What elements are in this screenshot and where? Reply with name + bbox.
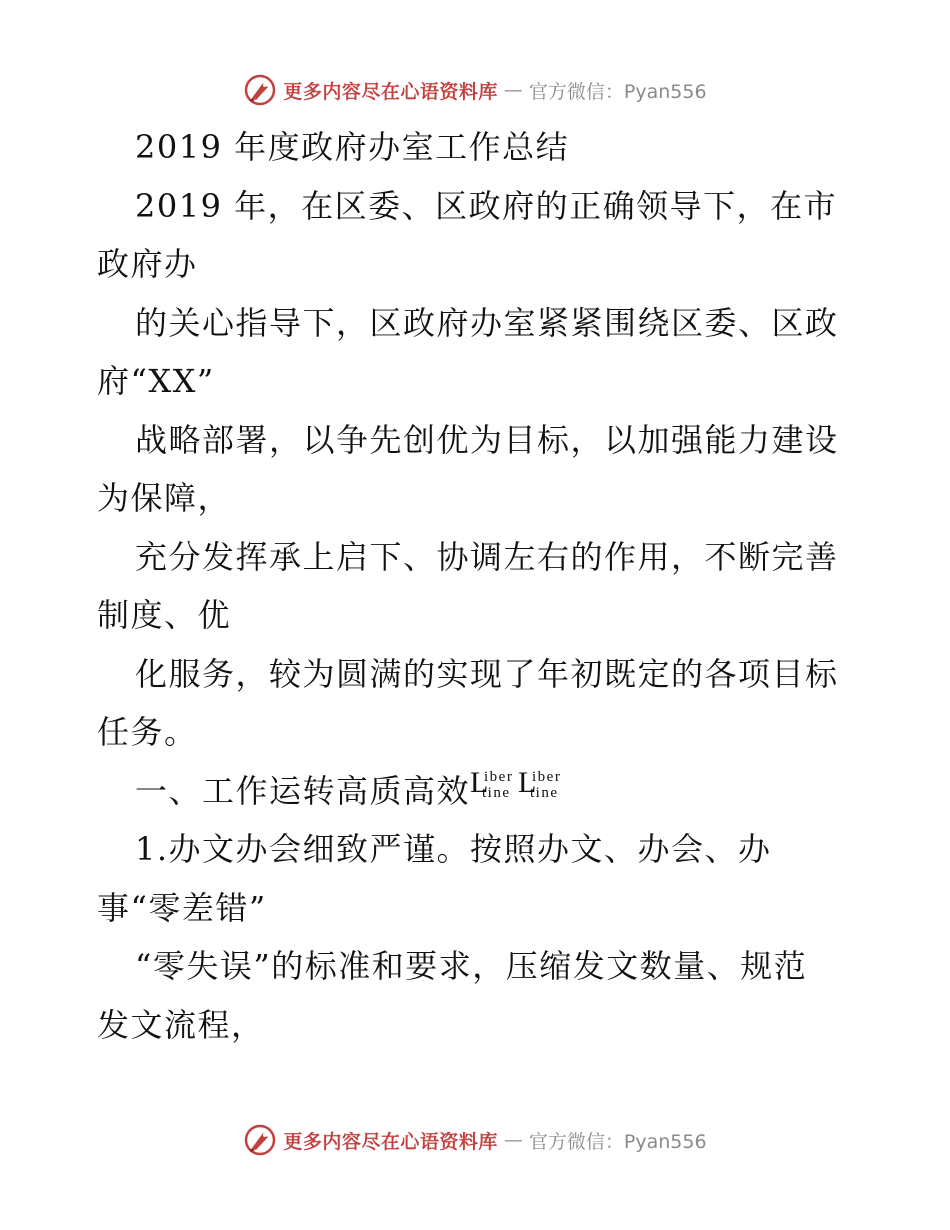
banner-wechat-text: 官方微信：Pyan556 xyxy=(528,1130,707,1153)
paragraph-line: 府“XX” xyxy=(97,362,215,400)
banner-dash: — xyxy=(503,1129,523,1151)
liber-mark-up: iber xyxy=(532,768,562,785)
paragraph-line: 充分发挥承上启下、协调左右的作用，不断完善 xyxy=(135,537,839,576)
liber-mark xyxy=(518,765,564,806)
paragraph-line: 化服务，较为圆满的实现了年初既定的各项目标 xyxy=(135,654,839,693)
banner-wechat-text: 官方微信：Pyan556 xyxy=(528,80,707,103)
paragraph-line: 制度、优 xyxy=(97,596,232,634)
paragraph-line: 为保障， xyxy=(97,479,232,517)
document-title: 2019 年度政府办室工作总结 xyxy=(135,128,570,166)
paragraph-line: 任务。 xyxy=(97,713,198,751)
paragraph-line: 2019 年，在区委、区政府的正确领导下，在市 xyxy=(135,186,838,225)
liber-mark-up: iber xyxy=(484,768,514,785)
liber-mark-big: L xyxy=(518,765,538,799)
liber-mark xyxy=(470,765,516,806)
banner-site-text: 更多内容尽在心语资料库 xyxy=(283,1130,498,1153)
banner-site-text: 更多内容尽在心语资料库 xyxy=(283,80,498,103)
paragraph-line: “零失误”的标准和要求，压缩发文数量、规范 xyxy=(135,947,808,985)
header-watermark-banner xyxy=(0,70,950,110)
liber-mark-down: tine xyxy=(482,784,511,801)
banner-dash: — xyxy=(503,79,523,101)
paragraph-line: 政府办 xyxy=(97,245,198,283)
paragraph-line: 的关心指导下，区政府办室紧紧围绕区委、区政 xyxy=(135,303,839,342)
footer-watermark-banner xyxy=(0,1120,950,1160)
liber-mark-big: L xyxy=(470,765,490,799)
liber-mark-down: tine xyxy=(530,784,559,801)
paragraph-line: 战略部署，以争先创优为目标，以加强能力建设 xyxy=(135,420,839,459)
paragraph-line: 1.办文办会细致严谨。按照办文、办会、办 xyxy=(135,830,772,868)
document-body xyxy=(97,118,857,1054)
pen-nib-logo-icon xyxy=(243,73,277,107)
section-heading-text: 一、工作运转高质高效 xyxy=(135,771,471,810)
paragraph-line: 发文流程， xyxy=(97,1005,265,1044)
section-heading xyxy=(97,762,857,821)
paragraph-line: 事“零差错” xyxy=(97,888,267,927)
pen-nib-logo-icon xyxy=(243,1123,277,1157)
